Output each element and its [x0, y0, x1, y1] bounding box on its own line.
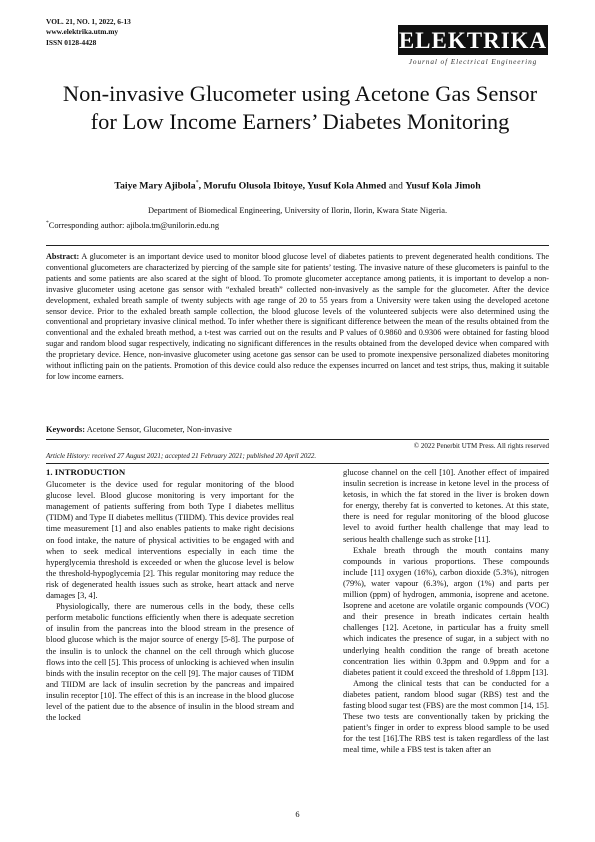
journal-logo: ELEKTRIKA: [398, 25, 548, 55]
author-separator: ,: [198, 180, 204, 192]
column-left: [46, 467, 294, 723]
abstract-label: Abstract:: [46, 252, 80, 261]
abstract-top-rule: [46, 245, 549, 246]
paragraph: Exhale breath through the mouth contains many compounds in various proportions. These compounds include [11] oxygen (16%), carbon dioxide (5.3%), nitrogen (79%), water vapour (6.3%), argon (1%) and parts per million (ppm) of hydrogen, ammonia, isoprene and acetone. Isoprene and acetone are volatile organic compounds (VOC) and their presence in breath indicates certain health challenges [12]. Acetone, in particular has a fruity smell which indicates the presence of sugar, in a subject with no underlying health condition the range of breath acetone concentration lies within 0.3ppm and 0.9ppm and for a diabetes patient it could exceed the threshold of 1.8ppm [13].: [343, 545, 549, 677]
corresponding-mark: *: [195, 180, 199, 186]
author-3: Yusuf Kola Ahmed: [307, 180, 387, 192]
author-list: [40, 180, 555, 191]
keywords-text: Acetone Sensor, Glucometer, Non-invasive: [85, 425, 232, 434]
corresponding-text: Corresponding author: ajibola.tm@unilorin.edu.ng: [48, 220, 220, 230]
journal-meta: [46, 17, 131, 48]
corresponding-sup: *: [46, 220, 49, 226]
abstract-bottom-rule: [46, 439, 549, 440]
issn: ISSN 0128-4428: [46, 37, 97, 47]
volume-line: VOL. 21, NO. 1, 2022, 6-13: [46, 17, 131, 26]
section-heading: 1. INTRODUCTION: [46, 467, 126, 477]
paragraph: Among the clinical tests that can be conducted for a diabetes patient, random blood sugar (RBS) test and the fasting blood sugar test (FBS) are the most common [14, 15]. These two tests are conventionally taken by pricking the patient’s finger in order to express blood sample to be used for the test [16].The RBS test is taken regardless of the last meal time, while a FBS test is taken after an: [343, 678, 549, 755]
author-2: Morufu Olusola Ibitoye: [203, 180, 303, 192]
article-history: Article History: received 27 August 2021; accepted 21 February 2021; published 20 April 2022.: [46, 452, 317, 460]
paragraph: glucose channel on the cell [10]. Another effect of impaired insulin secretion is increase in ketone level in the process of ketosis, in which the fat stored in the liver is broken down for energy, thereby fat is converted to ketones. At this state, there is need for regular monitoring of the blood glucose level to avoid further health challenge that may lead to serious health challenge such as stroke [11].: [343, 468, 549, 544]
paper-title: Non-invasive Glucometer using Acetone Gas Sensor for Low Income Earners’ Diabetes Monitoring: [62, 81, 538, 134]
affiliation: Department of Biomedical Engineering, University of Ilorin, Ilorin, Kwara State Nigeria.: [147, 206, 448, 215]
journal-website[interactable]: www.elektrika.utm.my: [46, 27, 119, 37]
column-right: [343, 467, 549, 755]
keywords-label: Keywords:: [46, 425, 86, 434]
paragraph: Glucometer is the device used for regular monitoring of the blood glucose level. Blood glucose monitoring is very important for the management of patients suffering from both Type I diabetes mellitus (TIDM) and Type II diabetes mellitus (TIIDM). This device provides real time measurement [1] and also enables patients to make right decisions on food intake, the nature of physical activities to be engaged with and when to seek medical interventions especially in each time the hyperglycemia threshold is exceeded or when the glucose level is below the threshold-hypoglycemia [2]. This regular monitoring may reduce the risk of degenerated health issues such as stroke, heart attack and nerve damages [3, 4].: [46, 480, 294, 601]
author-4: Yusuf Kola Jimoh: [405, 180, 481, 192]
abstract-text: A glucometer is an important device used to monitor blood glucose level of diabetes patients to prevent degenerated health conditions. The conventional glucometers are characterized by piercing of the sample site for patients’ testing. The invasive nature of these glucometers is painful to the patients and some patients are also scared at the sight of blood. To promote glucometer acceptance among patients, it is important to develop a non-invasive glucometer using acetone gas sensor with “exhaled breath” collected non-invasively as the sample for the glucometer. After the device development, exhaled breath sample of twenty subjects with age range of 20 to 55 years from a University were taken using the developed acetone sensor device. Prior to the exhaled breath sample collection, the blood glucose levels of the volunteered subjects were also determined using the conventional and proprietary invasive clinical method. To infer whether there is significant difference between the mean of the results obtained from the conventional and the exhaled breath method, a t-test was carried out on the results and P values of 0.9860 and 0.9306 were obtained for fasting blood sugar and random blood sugar respectively, indicating no significant differences in the results obtained from the developed device when compared with the proprietary device. Hence, non-invasive glucometer using acetone gas sensor can be used to promote inexpensive personalized diabetes monitoring without inflicting pain on the patients. Promotion of this device could also reduce the expenses incurred on lancet and test strips, thus, making it suitable for low income earners.: [46, 252, 549, 381]
page-number: 6: [295, 810, 300, 819]
abstract: [46, 252, 549, 383]
author-and: and: [386, 180, 406, 192]
copyright: © 2022 Penerbit UTM Press. All rights reserved: [413, 442, 549, 450]
paragraph: Physiologically, there are numerous cells in the body, these cells perform metabolic functions efficiently when there is adequate secretion of insulin from the pancreas into the blood stream in the presence of blood glucose which is the major source of energy [5-8]. The purpose of the insulin is to unlock the channel on the cell through which glucose flows into the cell [5]. This process of unlocking is achieved when insulin binds with the insulin receptor on the cell [9]. The major causes of TIDM and TIIDM are lack of insulin secretion by the pancreas and impaired insulin receptor [10]. The effect of this is an increase in the blood glucose level of the patient due to the absence of insulin in the blood stream and the locked: [46, 602, 294, 723]
journal-logo-subtitle: Journal of Electrical Engineering: [408, 57, 538, 66]
keywords: [46, 425, 549, 434]
corresponding-author: [46, 220, 219, 230]
author-separator: ,: [302, 180, 308, 192]
history-rule: [46, 463, 549, 464]
author-1: Taiye Mary Ajibola: [114, 180, 196, 192]
